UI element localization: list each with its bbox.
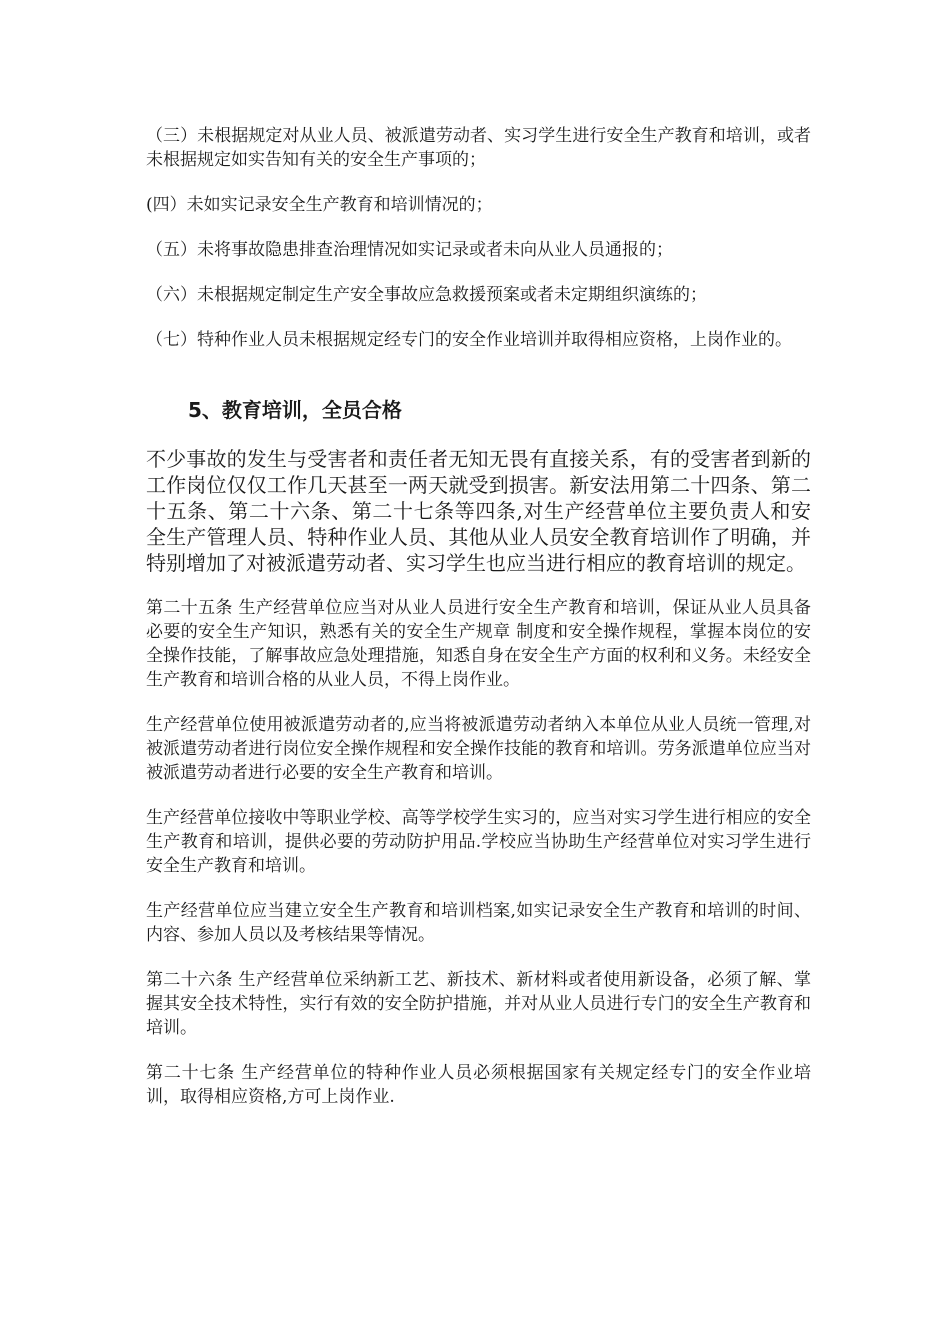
article-26-paragraph: 第二十六条 生产经营单位采纳新工艺、新技术、新材料或者使用新设备，必须了解、掌握其安全技术特性，实行有效的安全防护措施，并对从业人员进行专门的安全生产教育和培训。 bbox=[146, 970, 811, 1038]
dispatched-workers-paragraph: 生产经营单位使用被派遣劳动者的,应当将被派遣劳动者纳入本单位从业人员统一管理,对被派遣劳动者进行岗位安全操作规程和安全操作技能的教育和培训。劳务派遣单位应当对被派遣劳动者进行必要的安全生产教育和培训。 bbox=[146, 715, 811, 783]
list-item-5: （五）未将事故隐患排查治理情况如实记录或者未向从业人员通报的； bbox=[146, 240, 673, 260]
list-item-3: （三）未根据规定对从业人员、被派遣劳动者、实习学生进行安全生产教育和培训，或者未根据规定如实告知有关的安全生产事项的； bbox=[146, 126, 811, 170]
list-item-6: （六）未根据规定制定生产安全事故应急救援预案或者未定期组织演练的； bbox=[146, 285, 707, 305]
training-records-paragraph: 生产经营单位应当建立安全生产教育和培训档案,如实记录安全生产教育和培训的时间、内容、参加人员以及考核结果等情况。 bbox=[146, 901, 811, 945]
list-item-4: (四）未如实记录安全生产教育和培训情况的； bbox=[146, 195, 493, 215]
article-27-paragraph: 第二十七条 生产经营单位的特种作业人员必须根据国家有关规定经专门的安全作业培训，取得相应资格,方可上岗作业. bbox=[146, 1063, 811, 1107]
article-25-paragraph: 第二十五条 生产经营单位应当对从业人员进行安全生产教育和培训，保证从业人员具备必要的安全生产知识，熟悉有关的安全生产规章 制度和安全操作规程，掌握本岗位的安全操作技能，了解事故应急处理措施，知悉自身在安全生产方面的权利和义务。未经安全生产教育和培训合格的从业人员，不得上岗作业。 bbox=[146, 598, 811, 690]
intern-students-paragraph: 生产经营单位接收中等职业学校、高等学校学生实习的，应当对实习学生进行相应的安全生产教育和培训，提供必要的劳动防护用品.学校应当协助生产经营单位对实习学生进行安全生产教育和培训。 bbox=[146, 808, 811, 876]
section-heading: 5、教育培训，全员合格 bbox=[188, 398, 402, 422]
list-item-7: （七）特种作业人员未根据规定经专门的安全作业培训并取得相应资格，上岗作业的。 bbox=[146, 330, 792, 350]
section-lead-paragraph: 不少事故的发生与受害者和责任者无知无畏有直接关系，有的受害者到新的工作岗位仅仅工作几天甚至一两天就受到损害。新安法用第二十四条、第二十五条、第二十六条、第二十七条等四条,对生产经营单位主要负责人和安全生产管理人员、特种作业人员、其他从业人员安全教育培训作了明确，并特别增加了对被派遣劳动者、实习学生也应当进行相应的教育培训的规定。 bbox=[146, 447, 811, 575]
document-body bbox=[146, 124, 811, 1109]
